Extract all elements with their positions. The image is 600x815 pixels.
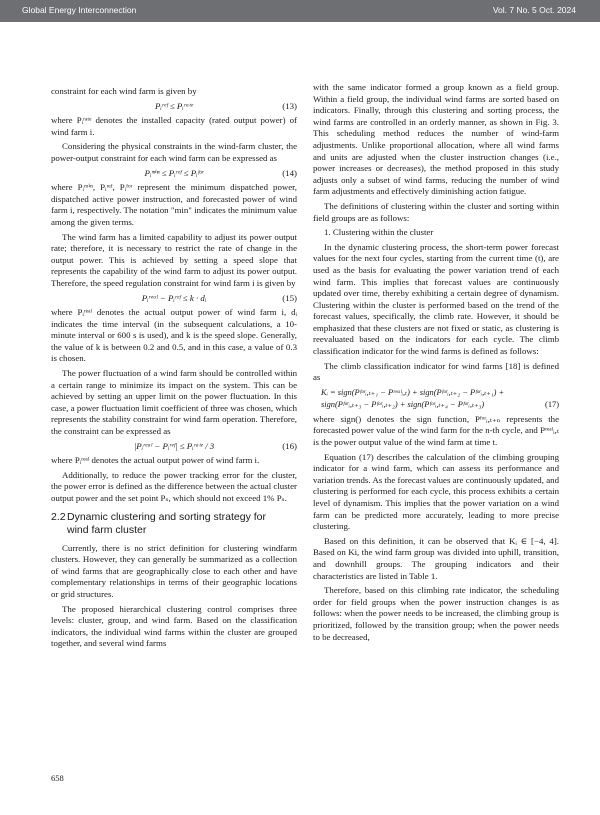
equation-13 [51,101,297,113]
paragraph: Currently, there is no strict definition for clustering windfarm clusters. However, they can generally be summarized as a collection of wind farms that are geographically close to each other and have complementary relationships in terms of their geographic locations or grid structures. [51,542,297,599]
paragraph: where Pᵢʳᵉᵃˡ denotes the actual output power of wind farm i. [51,455,260,466]
paragraph: where sign() denotes the sign function, Pᶠᵒʳᵢ,ₜ₊ₙ represents the forecasted power value of the wind farm for the n-th cycle, and Pʳᵉᵃˡᵢ,ₜ is the power output value of the wind farm at time t. [313,413,559,448]
issue-info: Vol. 7 No. 5 Oct. 2024 [492,5,576,15]
equation-line-2: sign(Pᶠᵒʳᵢ,ₜ₊₃ − Pᶠᵒʳᵢ,ₜ₊₂) + sign(Pᶠᵒʳᵢ,ₜ₊₄ − Pᶠᵒʳᵢ,ₜ₊₃) [321,399,485,409]
section-title-line-1: Dynamic clustering and sorting strategy for [67,510,267,523]
equation-body: Pᵢʳᵉᶠ ≤ Pᵢʳᵃᵗᵉ [155,100,193,111]
equation-number: (16) [282,440,297,451]
journal-header-bar [0,0,600,22]
left-column [51,86,297,653]
paragraph: constraint for each wind farm is given by [51,86,197,96]
equation-15 [51,293,297,305]
equation-14 [51,168,297,180]
equation-number: (14) [282,167,297,178]
equation-body: Pᵢʳᵉᵃˡ − Pᵢʳᵉᶠ ≤ k · dᵢ [141,292,207,303]
paragraph: The climb classification indicator for wind farms [18] is defined as [313,360,559,383]
paragraph: Therefore, based on this climbing rate indicator, the scheduling order for field groups when the power instruction changes is as follows: when the power needs to be increased, the climbing group is prioritized, followed by the transition group; when the power needs to be decreased, [313,585,559,642]
paragraph: with the same indicator formed a group known as a field group. Within a field group, the individual wind farms are sorted based on indicators. Finally, through this clustering and sorting process, the wind farms are controlled in an orderly manner, as shown in Fig. 3. This scheduling method reduces the number of wind-farm adjustments. Unlike proportional allocation, where all wind farms and units are adjusted when the cluster instruction changes (i.e., power increases or decreases), the method proposed in this study adjusts only a subset of wind farms, reducing the number of wind farm adjustments and effectively diminishing action fatigue. [313,82,559,197]
equation-17 [313,387,559,411]
section-title-line-2: wind farm cluster [67,523,147,536]
paragraph: The definitions of clustering within the cluster and sorting within field groups are as follows: [313,200,559,223]
equation-number: (15) [282,292,297,303]
section-number: 2.2 [51,510,66,523]
paragraph: Additionally, to reduce the power tracking error for the cluster, the power error is defined as the difference between the actual cluster output power and the set point Pₛ, which should not exceed 1% Pₛ. [51,469,297,503]
equation-body: Pᵢᵐⁱⁿ ≤ Pᵢʳᵉᶠ ≤ Pᵢᶠᵒʳ [144,167,204,178]
equation-number: (13) [282,100,297,111]
journal-name: Global Energy Interconnection [22,5,137,15]
right-column [313,82,559,646]
paragraph: The power fluctuation of a wind farm should be controlled within a certain range to minimize its impact on the system. This can be achieved by setting an upper limit on the power fluctuation. In this case, a power fluctuation limit coefficient of three was chosen, which represents the stability constraint for wind farm operation. Therefore, the constraint can be expressed as [51,368,297,437]
page-number: 658 [51,773,64,783]
paragraph: Equation (17) describes the calculation of the climbing grouping indicator for a wind farm, which can assess its performance and variation trends. As the forecast values are continuously updated, and clustering is performed for each cycle, this process exhibits a certain level of dynamism. This implies that the power variation on a wind farm can be predicted more accurately, leading to more precise clustering. [313,451,559,532]
paragraph: The wind farm has a limited capability to adjust its power output rate; therefore, it is necessary to restrict the rate of change in the output power. This is achieved by setting a speed slope that represents the capability of the wind farm to adjust its power output. Therefore, the speed regulation constraint for wind farm i is given by [51,231,297,288]
section-heading [51,511,297,537]
paragraph: Considering the physical constraints in the wind-farm cluster, the power-output constraint for each wind farm can be expressed as [51,141,297,163]
paragraph: where Pᵢʳᵉᵃˡ denotes the actual output power of wind farm i, dᵢ indicates the time interval (in the subsequent calculations, a 10-minute interval or 600 s is used), and k is the speed slope. Generally, the value of k is between 0.2 and 0.5, and in this case, a value of 0.3 is chosen. [51,307,297,364]
equation-body: |Pᵢʳᵉᵃˡ − Pᵢʳᵉᶠ| ≤ Pᵢʳᵃᵗᵉ / 3 [133,440,215,451]
paragraph: Based on this definition, it can be observed that Kᵢ ∈ [−4, 4]. Based on Ki, the wind farm group was divided into uphill, transition, and downhill groups. The grouping indicators and their characteristics are listed in Table 1. [313,535,559,581]
equation-line-1: Kᵢ = sign(Pᶠᵒʳᵢ,ₜ₊₁ − Pʳᵉᵃˡᵢ,ₜ) + sign(Pᶠᵒʳᵢ,ₜ₊₂ − Pᶠᵒʳᵢ,ₜ₊₁) + [321,387,505,397]
paragraph: where Pᵢᵐⁱⁿ, Pᵢʳᵉᶠ, Pᵢᶠᵒʳ represent the minimum dispatched power, dispatched active power instruction, and forecasted power of wind farm i, respectively. The notation "min" indicates the minimum value among the given terms. [51,182,297,227]
paragraph: In the dynamic clustering process, the short-term power forecast values for the next four cycles, starting from the current time (t), are used as the basis for evaluating the power variation trend of each wind farm. This implies that forecast values are continuously updated over time, thereby exhibiting a certain degree of dynamism. Clustering within the cluster is performed based on the trend of the forecast values, specifically, the climb rate. However, it should be emphasized that these clusters are not fixed or static, as clustering is reevaluated based on the indicators for each cycle. The climb classification indicator for the wind farms is defined as follows: [313,241,559,357]
paragraph: The proposed hierarchical clustering control comprises three levels: cluster, group, and wind farm. Based on the classification indicators, the individual wind farms within the cluster are grouped together, and several wind farms [51,603,297,649]
equation-number: (17) [545,399,559,409]
list-heading: 1. Clustering within the cluster [324,227,434,238]
equation-16 [51,441,297,453]
paragraph: where Pᵢʳᵃᵗᵉ denotes the installed capacity (rated output power) of wind farm i. [51,115,297,137]
